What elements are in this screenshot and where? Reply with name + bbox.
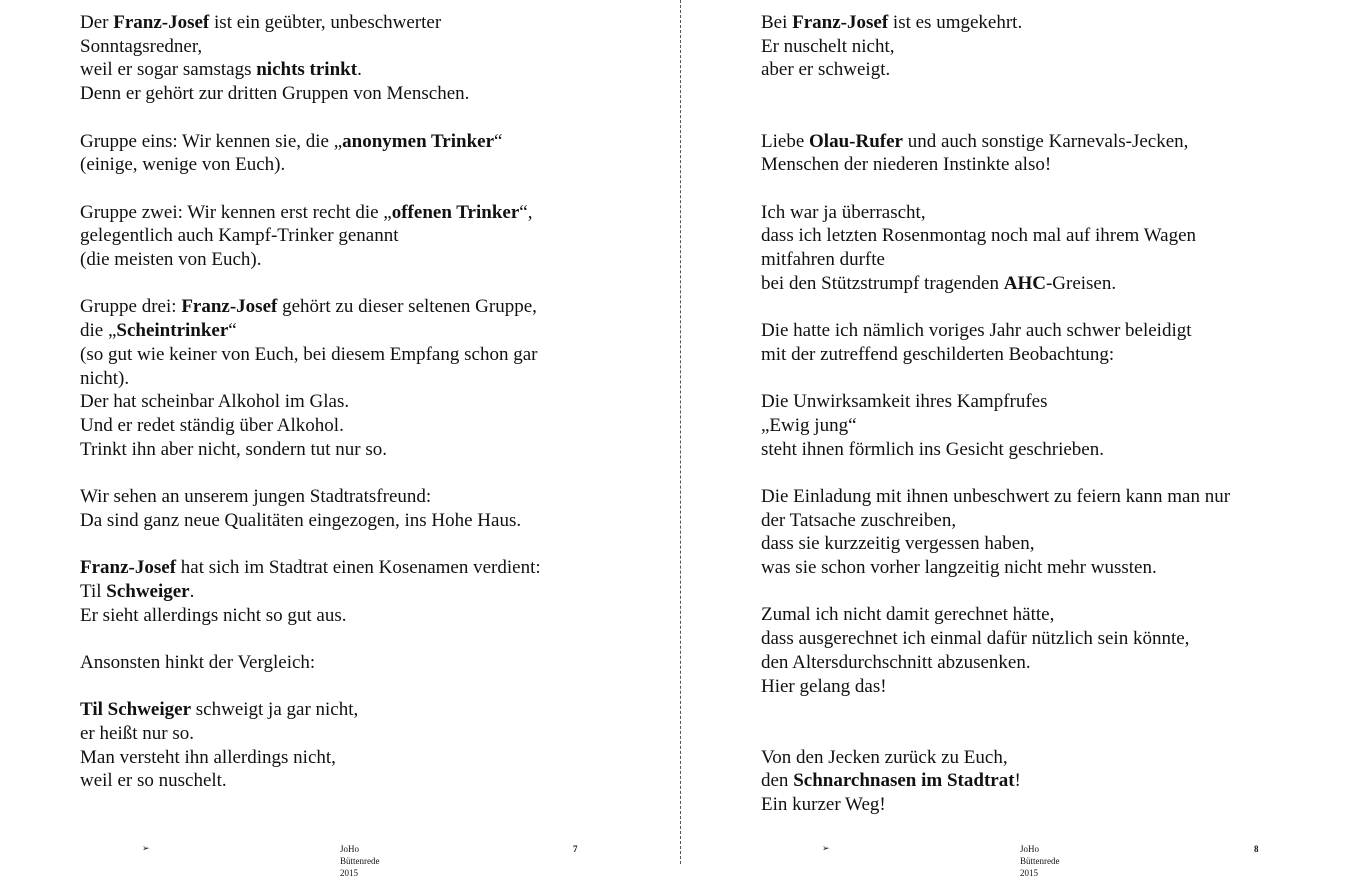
text-run: Wir sehen an unserem jungen Stadtratsfreund: xyxy=(80,486,432,507)
document-page-right xyxy=(681,0,1360,878)
text-line xyxy=(761,343,1321,367)
text-run: Da sind ganz neue Qualitäten eingezogen, ins Hohe Haus. xyxy=(80,509,522,531)
text-line xyxy=(80,248,640,272)
text-run: dass sie kurzzeitig vergessen haben, xyxy=(761,533,1035,555)
text-run: was sie schon vorher langzeitig nicht mehr wussten. xyxy=(761,557,1157,579)
text-run: Er nuschelt nicht, xyxy=(761,35,895,57)
text-line xyxy=(761,390,1321,414)
text-line xyxy=(80,35,640,59)
text-line xyxy=(761,272,1321,296)
text-run: Til xyxy=(80,580,107,602)
text-run: und auch sonstige Karnevals-Jecken, xyxy=(902,130,1189,152)
bold-text: Schnarchnasen im Stadtrat xyxy=(793,770,1015,792)
text-line xyxy=(761,201,1321,225)
text-line xyxy=(761,35,1321,59)
text-line xyxy=(80,82,640,106)
text-line xyxy=(761,11,1321,35)
paragraph xyxy=(761,485,1321,580)
text-line xyxy=(80,580,640,604)
text-run: Hier gelang das! xyxy=(761,675,887,697)
text-line xyxy=(761,248,1321,272)
paragraph xyxy=(80,130,640,177)
text-line xyxy=(80,319,640,343)
text-run: schweigt ja gar nicht, xyxy=(191,699,359,721)
bold-text: AHC xyxy=(1003,272,1046,294)
text-line xyxy=(80,746,640,770)
paragraph xyxy=(80,295,640,461)
text-run: Liebe xyxy=(761,130,810,152)
text-run: . xyxy=(189,580,195,602)
page-body-text xyxy=(80,11,640,793)
text-line xyxy=(761,651,1321,675)
text-line xyxy=(761,793,1321,817)
bold-text: Til Schweiger xyxy=(80,699,192,721)
text-run: Man versteht ihn allerdings nicht, xyxy=(80,746,336,768)
page-number: 7 xyxy=(573,844,578,854)
text-run: ! xyxy=(1014,770,1021,792)
text-run: aber er schweigt. xyxy=(761,59,891,81)
text-line xyxy=(80,485,640,509)
text-run: nicht). xyxy=(80,367,130,389)
paragraph xyxy=(80,485,640,532)
text-run: Menschen der niederen Instinkte also! xyxy=(761,154,1052,176)
text-run: den xyxy=(761,770,794,792)
text-line xyxy=(80,224,640,248)
text-line xyxy=(761,675,1321,699)
text-line xyxy=(80,130,640,154)
text-line xyxy=(80,201,640,225)
text-run: weil er so nuschelt. xyxy=(80,770,227,792)
text-run: mit der zutreffend geschilderten Beobachtung: xyxy=(761,343,1115,365)
text-line xyxy=(761,556,1321,580)
text-run: Denn er gehört zur dritten Gruppen von Menschen. xyxy=(80,83,470,105)
text-run: Trinkt ihn aber nicht, sondern tut nur so. xyxy=(80,438,387,460)
text-line xyxy=(80,390,640,414)
text-run: Die Einladung mit ihnen unbeschwert zu feiern kann man nur xyxy=(761,485,1231,507)
paragraph xyxy=(761,603,1321,698)
text-line xyxy=(761,130,1321,154)
arrow-bullet-icon: ➢ xyxy=(142,844,150,854)
text-run: weil er sogar samstags xyxy=(80,59,257,81)
text-line xyxy=(761,414,1321,438)
bold-text: Schweiger xyxy=(106,580,190,602)
bold-text: Franz-Josef xyxy=(113,12,210,33)
text-run: dass ich letzten Rosenmontag noch mal auf ihrem Wagen xyxy=(761,225,1196,247)
paragraph xyxy=(80,201,640,272)
text-run: Ich war ja überrascht, xyxy=(761,201,926,223)
text-run: die „ xyxy=(80,320,117,342)
text-run: “, xyxy=(519,201,533,223)
text-run: Gruppe eins: Wir kennen sie, die „ xyxy=(80,130,343,152)
text-line xyxy=(80,722,640,746)
text-line xyxy=(80,556,640,580)
text-run: steht ihnen förmlich ins Gesicht geschrieben. xyxy=(761,438,1104,460)
text-run: hat sich im Stadtrat einen Kosenamen verdient: xyxy=(176,557,541,579)
text-line xyxy=(80,58,640,82)
text-line xyxy=(761,153,1321,177)
text-run: gehört zu dieser seltenen Gruppe, xyxy=(277,296,537,318)
arrow-bullet-icon: ➢ xyxy=(822,844,830,854)
text-line xyxy=(80,367,640,391)
bold-text: nichts trinkt xyxy=(256,59,358,81)
document-page-left xyxy=(0,0,680,878)
text-line xyxy=(761,627,1321,651)
text-run: Die Unwirksamkeit ihres Kampfrufes xyxy=(761,391,1048,413)
paragraph xyxy=(761,390,1321,461)
text-run: der Tatsache zuschreiben, xyxy=(761,509,957,531)
text-run: (so gut wie keiner von Euch, bei diesem Empfang schon gar xyxy=(80,343,538,365)
paragraph xyxy=(761,11,1321,82)
text-line xyxy=(80,651,640,675)
text-run: Ansonsten hinkt der Vergleich: xyxy=(80,651,316,673)
text-line xyxy=(761,769,1321,793)
text-line xyxy=(80,509,640,533)
text-run: (einige, wenige von Euch). xyxy=(80,154,286,176)
text-line xyxy=(80,438,640,462)
text-run: Er sieht allerdings nicht so gut aus. xyxy=(80,604,347,626)
bold-text: Franz-Josef xyxy=(181,296,278,318)
text-run: ist ein geübter, unbeschwerter xyxy=(209,12,442,33)
text-run: Von den Jecken zurück zu Euch, xyxy=(761,746,1008,768)
text-line xyxy=(761,485,1321,509)
bold-text: Franz-Josef xyxy=(80,557,177,579)
paragraph xyxy=(80,556,640,627)
text-line xyxy=(761,603,1321,627)
text-line xyxy=(761,438,1321,462)
text-run: Der xyxy=(80,12,114,33)
text-run: Gruppe zwei: Wir kennen erst recht die „ xyxy=(80,201,392,223)
page-body-text xyxy=(761,11,1321,817)
text-line xyxy=(80,769,640,793)
footer-title: JoHo Büttenrede 2015 xyxy=(1020,844,1060,878)
text-run: Und er redet ständig über Alkohol. xyxy=(80,414,344,436)
text-run: „Ewig jung“ xyxy=(761,414,857,436)
footer-title: JoHo Büttenrede 2015 xyxy=(340,844,380,878)
text-run: “ xyxy=(494,130,503,152)
text-run: ist es umgekehrt. xyxy=(888,12,1023,33)
text-line xyxy=(80,414,640,438)
text-line xyxy=(80,698,640,722)
paragraph xyxy=(80,698,640,793)
text-run: Die hatte ich nämlich voriges Jahr auch schwer beleidigt xyxy=(761,320,1192,342)
text-line xyxy=(761,319,1321,343)
text-run: er heißt nur so. xyxy=(80,722,194,744)
text-run: Gruppe drei: xyxy=(80,296,182,318)
text-line xyxy=(80,11,640,35)
text-run: gelegentlich auch Kampf-Trinker genannt xyxy=(80,225,399,247)
paragraph xyxy=(761,130,1321,177)
text-run: Ein kurzer Weg! xyxy=(761,794,886,816)
bold-text: Olau-Rufer xyxy=(809,130,903,152)
paragraph xyxy=(761,319,1321,366)
text-line xyxy=(761,224,1321,248)
text-run: -Greisen. xyxy=(1045,272,1117,294)
page-number: 8 xyxy=(1254,844,1259,854)
text-run: Zumal ich nicht damit gerechnet hätte, xyxy=(761,604,1055,626)
text-run: (die meisten von Euch). xyxy=(80,249,262,270)
text-line xyxy=(80,604,640,628)
text-line xyxy=(80,343,640,367)
bold-text: offenen Trinker xyxy=(391,201,520,223)
text-run: Bei xyxy=(761,12,793,33)
text-line xyxy=(80,295,640,319)
text-line xyxy=(80,153,640,177)
bold-text: Scheintrinker xyxy=(116,320,229,342)
text-line xyxy=(761,509,1321,533)
text-run: Der hat scheinbar Alkohol im Glas. xyxy=(80,391,350,413)
text-run: mitfahren durfte xyxy=(761,249,885,270)
text-line xyxy=(761,746,1321,770)
paragraph xyxy=(80,651,640,675)
text-run: . xyxy=(357,59,362,81)
text-line xyxy=(761,58,1321,82)
text-line xyxy=(761,532,1321,556)
text-run: “ xyxy=(228,320,237,342)
text-run: dass ausgerechnet ich einmal dafür nützlich sein könnte, xyxy=(761,628,1190,650)
text-run: Sonntagsredner, xyxy=(80,35,203,57)
bold-text: Franz-Josef xyxy=(792,12,889,33)
paragraph xyxy=(761,201,1321,296)
text-run: den Altersdurchschnitt abzusenken. xyxy=(761,651,1031,673)
bold-text: anonymen Trinker xyxy=(342,130,495,152)
text-run: bei den Stützstrumpf tragenden xyxy=(761,272,1004,294)
paragraph xyxy=(761,746,1321,817)
paragraph xyxy=(80,11,640,106)
